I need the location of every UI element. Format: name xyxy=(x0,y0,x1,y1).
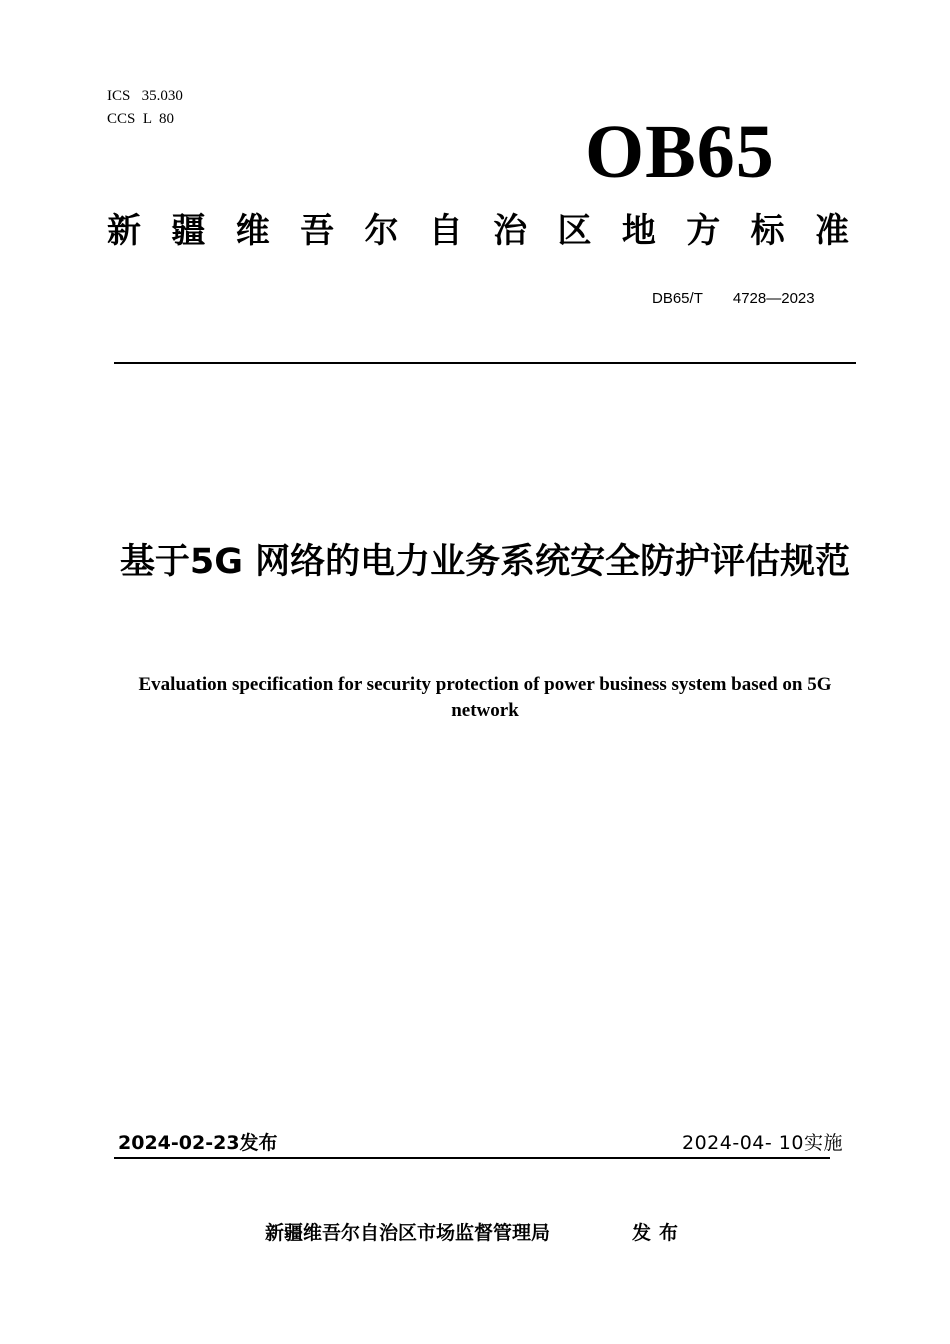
standard-type-char: 新 xyxy=(107,211,141,251)
standard-type-char: 区 xyxy=(557,211,592,251)
standard-type-char: 疆 xyxy=(171,211,206,251)
header-divider xyxy=(114,362,856,364)
standard-number-prefix: DB65/T xyxy=(652,290,703,307)
implementation-date: 2024-04- 10实施 xyxy=(682,1132,843,1154)
publish-label: 发布 xyxy=(632,1222,687,1244)
document-title-en: Evaluation specification for security protection of power business system based on 5G network xyxy=(138,674,832,721)
publisher-name: 新疆维吾尔自治区市场监督管理局 xyxy=(265,1222,551,1244)
standard-type-char: 准 xyxy=(814,211,849,251)
ics-code: ICS 35.030 xyxy=(107,88,183,104)
document-title-zh: 基于5G 网络的电力业务系统安全防护评估规范 xyxy=(119,542,851,582)
ccs-code: CCS L 80 xyxy=(107,111,174,127)
standard-logo: OB65 xyxy=(585,110,775,194)
standard-type-char: 标 xyxy=(750,211,785,251)
standard-type-char: 吾 xyxy=(300,211,335,251)
standard-type-char: 方 xyxy=(686,211,721,251)
standard-type-char: 地 xyxy=(621,211,656,251)
standard-type-char: 治 xyxy=(493,211,528,251)
standard-type-char: 维 xyxy=(235,211,270,251)
standard-type-heading xyxy=(107,208,849,254)
standard-type-char: 自 xyxy=(428,211,463,251)
footer-divider xyxy=(114,1157,830,1159)
standard-number-value: 4728—2023 xyxy=(732,290,815,307)
standard-number xyxy=(652,289,815,309)
issue-date: 2024-02-23发布 xyxy=(118,1132,278,1154)
standard-type-char: 尔 xyxy=(364,211,399,251)
